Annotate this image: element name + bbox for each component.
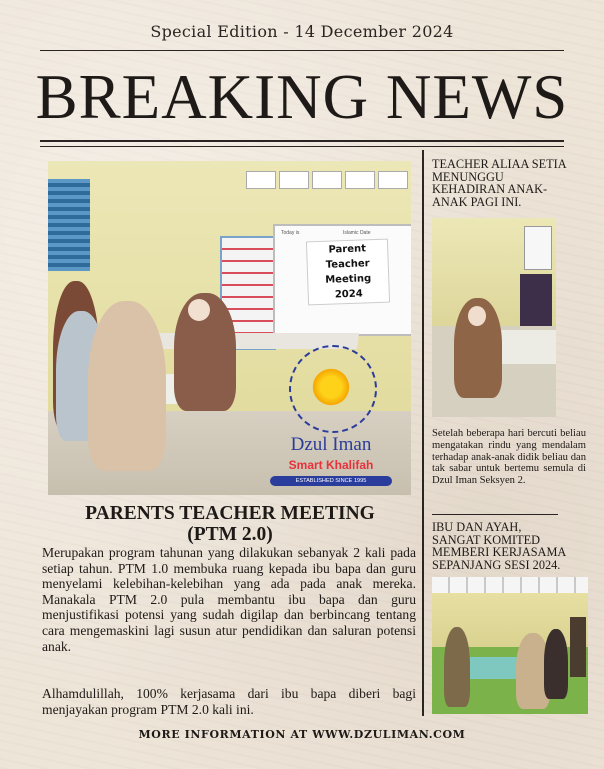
sidebar-caption-2: IBU DAN AYAH, SANGAT KOMITED MEMBERI KERJASAMA SEPANJANG SESI 2024. [432,520,566,572]
masthead-rule-1 [40,140,564,142]
article-paragraph-1: Merupakan program tahunan yang dilakukan sebanyak 2 kali pada setiap tahun. PTM 1.0 membuka ruang kepada ibu bapa dan guru menyelami kelebihan-kelebihan yang ada pada anak mereka. Manakala PTM 2.0 pula membantu ibu bapa dan guru menjustifikasi potensi yang sudah digilap dan berbincang tentang cara mengemaskini lagi susun atur pendidikan dan saluran potensi anak. [42,545,416,654]
edition-line: Special Edition - 14 December 2024 [150,22,454,41]
logo-sun-icon [310,366,352,408]
top-rule [40,50,564,51]
headline-line-1: PARENTS TEACHER MEETING [85,503,375,524]
parents-photo [432,577,588,714]
photo-wall-cards [246,171,408,189]
poster-line: Parent [328,243,367,256]
masthead-rule-2 [40,146,564,147]
wall-card [279,171,309,189]
person-figure [88,301,166,471]
logo-name: Dzul Iman [290,434,372,455]
photo-board [524,226,552,270]
sidebar-rule [432,514,558,515]
teacher-face [468,306,486,326]
poster-line: 2024 [334,288,363,301]
logo-subtitle: Smart Khalifah [288,458,374,472]
poster-line: Meeting [325,273,372,286]
photo-door [570,617,586,677]
wall-card [312,171,342,189]
logo-established: ESTABLISHED SINCE 1995 [270,476,392,486]
wall-card [345,171,375,189]
column-divider [422,150,424,716]
sidebar-caption-1: TEACHER ALIAA SETIA MENUNGGU KEHADIRAN ANAK-ANAK PAGI INI. [432,157,566,209]
board-label-right: Islamic Date [343,230,371,236]
wall-card [246,171,276,189]
poster-line: Teacher [325,258,370,271]
person-figure [444,627,470,707]
masthead-title: BREAKING NEWS [35,62,569,132]
article-paragraph-2: Alhamdulillah, 100% kerjasama dari ibu bapa diberi bagi menjayakan program PTM 2.0 kali ini. [42,686,416,717]
sidebar-text-1: Setelah beberapa hari bercuti beliau mengatakan rindu yang mendalam terhadap anak-anak didik beliau dan tak sabar untuk bertemu semula di Dzul Iman Seksyen 2. [432,428,586,487]
teacher-face [188,299,210,321]
photo-window [48,179,90,271]
main-photo [48,161,411,495]
photo-whiteboard [273,224,411,336]
teacher-photo [432,218,556,417]
ptm-poster [306,239,390,306]
photo-table [466,657,522,679]
headline-line-2: (PTM 2.0) [187,524,273,545]
photo-wall-cards [432,577,588,593]
board-label-left: Today is [281,230,300,236]
photo-display [520,274,552,334]
footer-link[interactable]: MORE INFORMATION AT WWW.DZULIMAN.COM [138,728,466,741]
person-figure [544,629,568,699]
article-headline [40,503,420,545]
wall-card [378,171,408,189]
